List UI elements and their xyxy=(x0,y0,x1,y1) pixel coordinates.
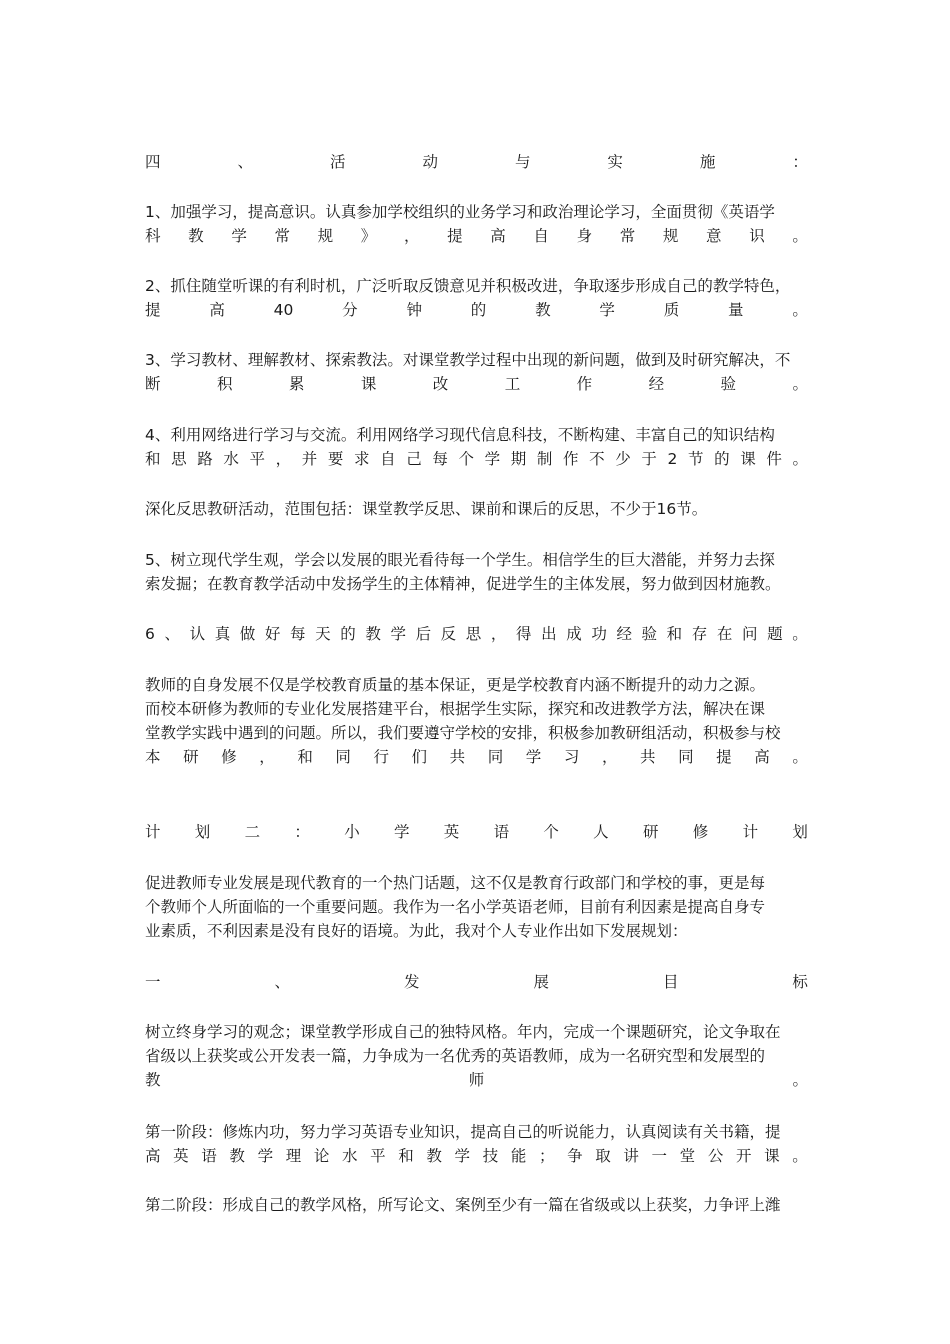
glyph: 平 xyxy=(370,1147,386,1165)
glyph: 作 xyxy=(563,450,579,468)
glyph: 与 xyxy=(514,153,531,171)
glyph: ， xyxy=(490,625,507,643)
glyph: 。 xyxy=(792,227,808,245)
glyph: 制 xyxy=(536,450,553,468)
glyph: 做 xyxy=(239,625,256,643)
glyph: 累 xyxy=(288,375,305,393)
item-last-line xyxy=(145,372,808,396)
glyph: 学 xyxy=(454,1147,471,1165)
glyph: 常 xyxy=(274,227,290,245)
glyph: 学 xyxy=(599,301,615,319)
paragraph-last-line xyxy=(145,1068,808,1092)
glyph: 2 xyxy=(667,450,678,468)
glyph: 己 xyxy=(406,450,422,468)
paragraph-line: 个教师个人所面临的一个重要问题。我作为一名小学英语老师，目前有利因素是提高自身专 xyxy=(145,898,766,916)
glyph: 积 xyxy=(216,375,233,393)
goal-heading xyxy=(145,970,808,994)
glyph: ， xyxy=(403,227,420,245)
glyph: 。 xyxy=(792,375,808,393)
glyph: 师 xyxy=(468,1071,485,1089)
glyph: 同 xyxy=(335,748,351,766)
glyph: 本 xyxy=(145,748,161,766)
glyph: 少 xyxy=(615,450,631,468)
glyph: 一 xyxy=(651,1147,668,1165)
glyph: 习 xyxy=(563,748,580,766)
glyph: 题 xyxy=(767,625,783,643)
glyph: 。 xyxy=(792,301,808,319)
glyph: 。 xyxy=(792,625,808,643)
glyph: 、 xyxy=(164,625,180,643)
glyph: 共 xyxy=(449,748,466,766)
item-first-line: 3、学习教材、理解教材、探索教法。对课堂教学过程中出现的新问题，做到及时研究解决，不 xyxy=(145,351,791,369)
list-item-5 xyxy=(145,548,808,596)
glyph: 学 xyxy=(525,748,542,766)
goal-paragraph xyxy=(145,1020,808,1092)
glyph: 经 xyxy=(648,375,665,393)
glyph: 计 xyxy=(145,823,161,841)
glyph: 每 xyxy=(290,625,306,643)
glyph: 学 xyxy=(393,823,410,841)
glyph: 钟 xyxy=(406,301,422,319)
glyph: 意 xyxy=(706,227,722,245)
glyph: 、 xyxy=(274,973,290,991)
glyph: ， xyxy=(259,748,275,766)
glyph: 活 xyxy=(329,153,346,171)
item-line: 索发掘；在教育教学活动中发扬学生的主体精神，促进学生的主体发展，努力做到因材施教。 xyxy=(145,575,781,593)
glyph: 的 xyxy=(714,450,730,468)
glyph: 技 xyxy=(482,1147,499,1165)
glyph: 高 xyxy=(754,748,770,766)
list-item-1 xyxy=(145,200,808,248)
paragraph-line: 第一阶段：修炼内功，努力学习英语专业知识，提高自己的听说能力，认真阅读有关书籍，提 xyxy=(145,1123,781,1141)
paragraph-line: 业素质，不利因素是没有良好的语境。为此，我对个人专业作出如下发展规划： xyxy=(145,922,688,940)
glyph: 科 xyxy=(145,227,161,245)
glyph: ： xyxy=(792,153,808,171)
paragraph-last-line xyxy=(145,745,808,769)
glyph: 教 xyxy=(145,1071,161,1089)
glyph: 小 xyxy=(344,823,360,841)
glyph: 论 xyxy=(313,1147,330,1165)
development-paragraph xyxy=(145,673,808,769)
glyph: 课 xyxy=(764,1147,780,1165)
glyph: 研 xyxy=(183,748,199,766)
paragraph-line: 促进教师专业发展是现代教育的一个热门话题，这不仅是教育行政部门和学校的事，更是每 xyxy=(145,874,766,892)
glyph: 常 xyxy=(619,227,636,245)
glyph: 反 xyxy=(440,625,457,643)
glyph: 实 xyxy=(607,153,623,171)
glyph: 。 xyxy=(792,1071,808,1089)
glyph: 划 xyxy=(194,823,211,841)
glyph: 后 xyxy=(415,625,432,643)
glyph: 认 xyxy=(189,625,206,643)
glyph: 学 xyxy=(484,450,501,468)
glyph: 质 xyxy=(663,301,680,319)
glyph: 标 xyxy=(792,973,808,991)
glyph: 一 xyxy=(145,973,161,991)
glyph: 平 xyxy=(249,450,266,468)
item-first-line: 4、利用网络进行学习与交流。利用网络学习现代信息科技，不断构建、丰富自己的知识结构 xyxy=(145,426,775,444)
glyph: 水 xyxy=(223,450,239,468)
item-first-line: 1、加强学习，提高意识。认真参加学校组织的业务学习和政治理论学习，全面贯彻《英语学 xyxy=(145,203,775,221)
glyph: 发 xyxy=(403,973,420,991)
glyph: 教 xyxy=(188,227,204,245)
glyph: 不 xyxy=(589,450,605,468)
glyph: 课 xyxy=(360,375,377,393)
glyph: 经 xyxy=(616,625,632,643)
glyph: 水 xyxy=(341,1147,358,1165)
paragraph-line: 第二阶段：形成自己的教学风格，所写论文、案例至少有一篇在省级或以上获奖，力争评上潍 xyxy=(145,1196,781,1214)
glyph: 和 xyxy=(145,450,161,468)
glyph: 期 xyxy=(510,450,527,468)
list-item-4 xyxy=(145,423,808,471)
glyph: 修 xyxy=(221,748,237,766)
glyph: 验 xyxy=(720,375,737,393)
stage-one-paragraph xyxy=(145,1120,808,1168)
glyph: 个 xyxy=(458,450,475,468)
glyph: 思 xyxy=(171,450,187,468)
glyph: 要 xyxy=(327,450,344,468)
list-item-6 xyxy=(145,622,808,646)
glyph: 功 xyxy=(591,625,607,643)
glyph: 自 xyxy=(380,450,396,468)
glyph: 成 xyxy=(566,625,582,643)
glyph: 工 xyxy=(504,375,521,393)
glyph: 公 xyxy=(707,1147,724,1165)
glyph: 在 xyxy=(716,625,733,643)
glyph: 问 xyxy=(741,625,758,643)
glyph: 。 xyxy=(792,450,808,468)
glyph: 好 xyxy=(264,625,281,643)
glyph: 计 xyxy=(742,823,759,841)
glyph: 规 xyxy=(662,227,679,245)
glyph: 。 xyxy=(792,748,808,766)
glyph: 教 xyxy=(535,301,551,319)
glyph: 和 xyxy=(398,1147,414,1165)
paragraph-line: 教师的自身发展不仅是学校教育质量的基本保证，更是学校教育内涵不断提升的动力之源。 xyxy=(145,676,766,694)
glyph: 高 xyxy=(209,301,225,319)
glyph: 教 xyxy=(229,1147,245,1165)
glyph: 二 xyxy=(244,823,261,841)
glyph: 同 xyxy=(678,748,694,766)
glyph: 提 xyxy=(716,748,732,766)
glyph: 同 xyxy=(487,748,504,766)
glyph: 断 xyxy=(145,375,161,393)
glyph: 争 xyxy=(567,1147,583,1165)
glyph: 思 xyxy=(465,625,482,643)
glyph: 真 xyxy=(214,625,231,643)
glyph: 修 xyxy=(692,823,709,841)
glyph: 学 xyxy=(257,1147,274,1165)
glyph: 堂 xyxy=(679,1147,696,1165)
glyph: 身 xyxy=(576,227,593,245)
glyph: 于 xyxy=(641,450,657,468)
item-line: 5、树立现代学生观，学会以发展的眼光看待每一个学生。相信学生的巨大潜能，并努力去探 xyxy=(145,551,775,569)
glyph: 高 xyxy=(490,227,506,245)
item-line xyxy=(145,622,808,646)
paragraph-line: 而校本研修为教师的专业化发展搭建平台，根据学生实际，探究和改进教学方法，解决在课 xyxy=(145,700,766,718)
glyph: 目 xyxy=(662,973,679,991)
glyph: 40 xyxy=(273,301,294,319)
glyph: 开 xyxy=(735,1147,752,1165)
glyph: 课 xyxy=(740,450,756,468)
glyph: ， xyxy=(601,748,618,766)
glyph: 作 xyxy=(576,375,593,393)
glyph: 和 xyxy=(666,625,683,643)
glyph: 存 xyxy=(691,625,708,643)
glyph: ： xyxy=(294,823,310,841)
glyph: ， xyxy=(275,450,292,468)
glyph: 共 xyxy=(640,748,656,766)
glyph: 并 xyxy=(301,450,318,468)
item-last-line xyxy=(145,298,808,322)
glyph: 量 xyxy=(728,301,744,319)
glyph: 识 xyxy=(749,227,765,245)
glyph: 规 xyxy=(317,227,334,245)
glyph: 英 xyxy=(173,1147,189,1165)
glyph: 分 xyxy=(342,301,358,319)
plan-intro-paragraph xyxy=(145,871,808,943)
glyph: 取 xyxy=(595,1147,611,1165)
glyph: 节 xyxy=(687,450,704,468)
glyph: 6 xyxy=(145,625,155,643)
reflection-line: 深化反思教研活动，范围包括：课堂教学反思、课前和课后的反思，不少于16节。 xyxy=(145,500,708,518)
item-first-line: 2、抓住随堂听课的有利时机，广泛听取反馈意见并积极改进，争取逐步形成自己的教学特色， xyxy=(145,277,791,295)
glyph: 路 xyxy=(197,450,213,468)
glyph: 能 xyxy=(510,1147,527,1165)
glyph: 验 xyxy=(641,625,658,643)
glyph: 每 xyxy=(432,450,448,468)
paragraph-line: 树立终身学习的观念；课堂教学形成自己的独特风格。年内，完成一个课题研究，论文争取在 xyxy=(145,1023,781,1041)
item-last-line xyxy=(145,447,808,471)
glyph: 学 xyxy=(390,625,406,643)
glyph: 得 xyxy=(516,625,532,643)
glyph: 施 xyxy=(699,153,716,171)
glyph: 四 xyxy=(145,153,161,171)
glyph: 。 xyxy=(792,1147,808,1165)
paragraph-line: 堂教学实践中遇到的问题。所以，我们要遵守学校的安排，积极参加教研组活动，积极参与校 xyxy=(145,724,781,742)
glyph: 教 xyxy=(426,1147,442,1165)
glyph: 求 xyxy=(354,450,370,468)
glyph: 》 xyxy=(360,227,377,245)
title-line xyxy=(145,820,808,844)
glyph: 语 xyxy=(201,1147,217,1165)
glyph: 划 xyxy=(792,823,808,841)
item-last-line xyxy=(145,224,808,248)
justified-line xyxy=(145,150,808,174)
glyph: 提 xyxy=(145,301,161,319)
glyph: 改 xyxy=(432,375,449,393)
paragraph-line: 省级以上获奖或公开发表一篇，力争成为一名优秀的英语教师，成为一名研究型和发展型的 xyxy=(145,1047,766,1065)
list-item-2 xyxy=(145,274,808,322)
glyph: 人 xyxy=(593,823,609,841)
glyph: 高 xyxy=(145,1147,161,1165)
heading-line xyxy=(145,970,808,994)
glyph: 件 xyxy=(766,450,782,468)
glyph: 天 xyxy=(315,625,331,643)
glyph: 学 xyxy=(231,227,247,245)
glyph: 们 xyxy=(411,748,428,766)
glyph: 自 xyxy=(533,227,549,245)
glyph: 英 xyxy=(443,823,460,841)
glyph: 的 xyxy=(470,301,487,319)
reflection-note xyxy=(145,497,808,521)
glyph: 教 xyxy=(365,625,381,643)
glyph: 语 xyxy=(493,823,510,841)
glyph: 理 xyxy=(285,1147,302,1165)
glyph: 研 xyxy=(642,823,659,841)
plan-two-title xyxy=(145,820,808,844)
glyph: 行 xyxy=(373,748,389,766)
glyph: 出 xyxy=(541,625,557,643)
glyph: 动 xyxy=(422,153,438,171)
paragraph-last-line xyxy=(145,1144,808,1168)
glyph: 的 xyxy=(340,625,356,643)
glyph: 讲 xyxy=(623,1147,639,1165)
glyph: 、 xyxy=(237,153,253,171)
glyph: 展 xyxy=(533,973,549,991)
glyph: ； xyxy=(538,1147,555,1165)
list-item-3 xyxy=(145,348,808,396)
section-heading xyxy=(145,150,808,174)
glyph: 个 xyxy=(543,823,559,841)
glyph: 提 xyxy=(447,227,463,245)
glyph: 和 xyxy=(297,748,313,766)
stage-two-paragraph xyxy=(145,1193,808,1217)
